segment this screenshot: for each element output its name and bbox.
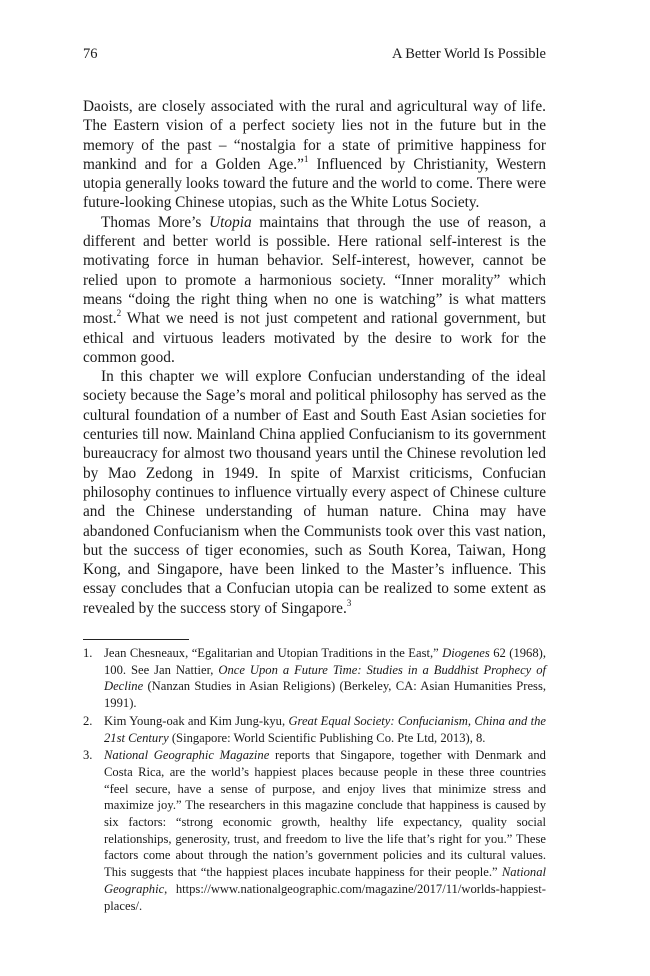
footnote-divider <box>83 639 189 640</box>
paragraph-text: maintains that through the use of reason, a different and better world is possible. Here rational self-interest is the motivating force in human behavior. Self-interest, however, cannot be relied upon to promote a harmonious society. “Inner morality” which means “doing the right thing when no one is watching” is what matters most. <box>83 213 546 328</box>
paragraph-text: What we need is not just competent and rational government, but ethical and virtuous leaders motivated by the desire to work for the common good. <box>83 310 546 366</box>
footnote-url[interactable]: , https://www.nationalgeographic.com/magazine/2017/11/worlds-happiest-places/. <box>104 881 546 913</box>
footnote-text: (Singapore: World Scientific Publishing Co. Pte Ltd, 2013), 8. <box>168 730 486 745</box>
footnote-ref-2[interactable]: 2 <box>116 308 122 319</box>
footnote-text: 62 (1968), 100. See Jan Nattier, <box>104 646 546 677</box>
footnote-number: 3. <box>83 748 93 763</box>
paragraph-3 <box>83 367 546 618</box>
footnote-text: (Nanzan Studies in Asian Religions) (Berkeley, CA: Asian Humanities Press, 1991). <box>104 679 546 711</box>
footnote-text: Jean Chesneaux, “Egalitarian and Utopian Traditions in the East,” <box>104 646 443 660</box>
magazine-title: National Geographic Magazine <box>104 748 270 763</box>
running-header <box>83 46 546 66</box>
paragraph-1 <box>83 97 546 213</box>
page-number: 76 <box>83 46 98 62</box>
footnote-ref-3[interactable]: 3 <box>346 597 352 608</box>
paragraph-text: Thomas More’s <box>101 213 210 231</box>
footnotes <box>83 645 546 915</box>
book-title: Great Equal Society: Confucianism, China and the 21st Century <box>104 713 546 745</box>
paragraph-text: In this chapter we will explore Confucian understanding of the ideal society because the Sage’s moral and political philosophy has served as the cultural foundation of a number of East and South East Asian societies for centuries till now. Mainland China applied Confucianism to its government bureaucracy for almost two thousand years until the Chinese revolution led by Mao Zedong in 1949. In spite of Marxist criticisms, Confucian philosophy continues to influence virtually every aspect of Chinese culture and the Chinese understanding of human nature. China may have abandoned Confucianism when the Communists took over this vast nation, but the success of tiger economies, such as South Korea, Taiwan, Hong Kong, and Singapore, have been linked to the Master’s influence. This essay concludes that a Confucian utopia can be realized to some extent as revealed by the success story of Singapore. <box>83 368 546 617</box>
paragraph-text: Influenced by Christianity, Western utopia generally looks toward the future and the world to come. There were future-looking Chinese utopias, such as the White Lotus Society. <box>83 155 546 212</box>
footnote-3 <box>83 747 546 914</box>
footnote-number: 2. <box>83 713 93 728</box>
footnote-text: reports that Singapore, together with Denmark and Costa Rica, are the world’s happiest places because people in these three countries “feel secure, have a sense of purpose, and enjoy lives that minimize stress and maximize joy.” The researchers in this magazine conclude that happiness is caused by six factors: “strong economic growth, healthy life expectancy, quality social relationships, generosity, trust, and freedom to live the life that’s right for you.” These factors come about through the nation’s government policies and its cultural values. This suggests that “the happiest places incubate happiness for their people.” <box>104 748 546 880</box>
book-title: Once Upon a Future Time: Studies in a Buddhist Prophecy of Decline <box>104 662 546 694</box>
book-title: Utopia <box>209 213 252 231</box>
running-title: A Better World Is Possible <box>391 46 546 62</box>
footnote-ref-1[interactable]: 1 <box>303 153 309 164</box>
footnote-2 <box>83 713 546 746</box>
footnote-number: 1. <box>83 646 93 660</box>
footnote-1 <box>83 645 546 712</box>
magazine-title: National Geographic <box>104 865 546 896</box>
paragraph-text: Daoists, are closely associated with the rural and agricultural way of life. The Eastern vision of a perfect society lies not in the future but in the memory of the past – “nostalgia for a state of primitive happiness for mankind and for a Golden Age.” <box>83 98 546 173</box>
footnote-text: Kim Young-oak and Kim Jung-kyu, <box>104 713 289 728</box>
paragraph-2 <box>83 213 546 367</box>
body-text <box>83 97 546 618</box>
journal-title: Diogenes <box>442 646 490 660</box>
